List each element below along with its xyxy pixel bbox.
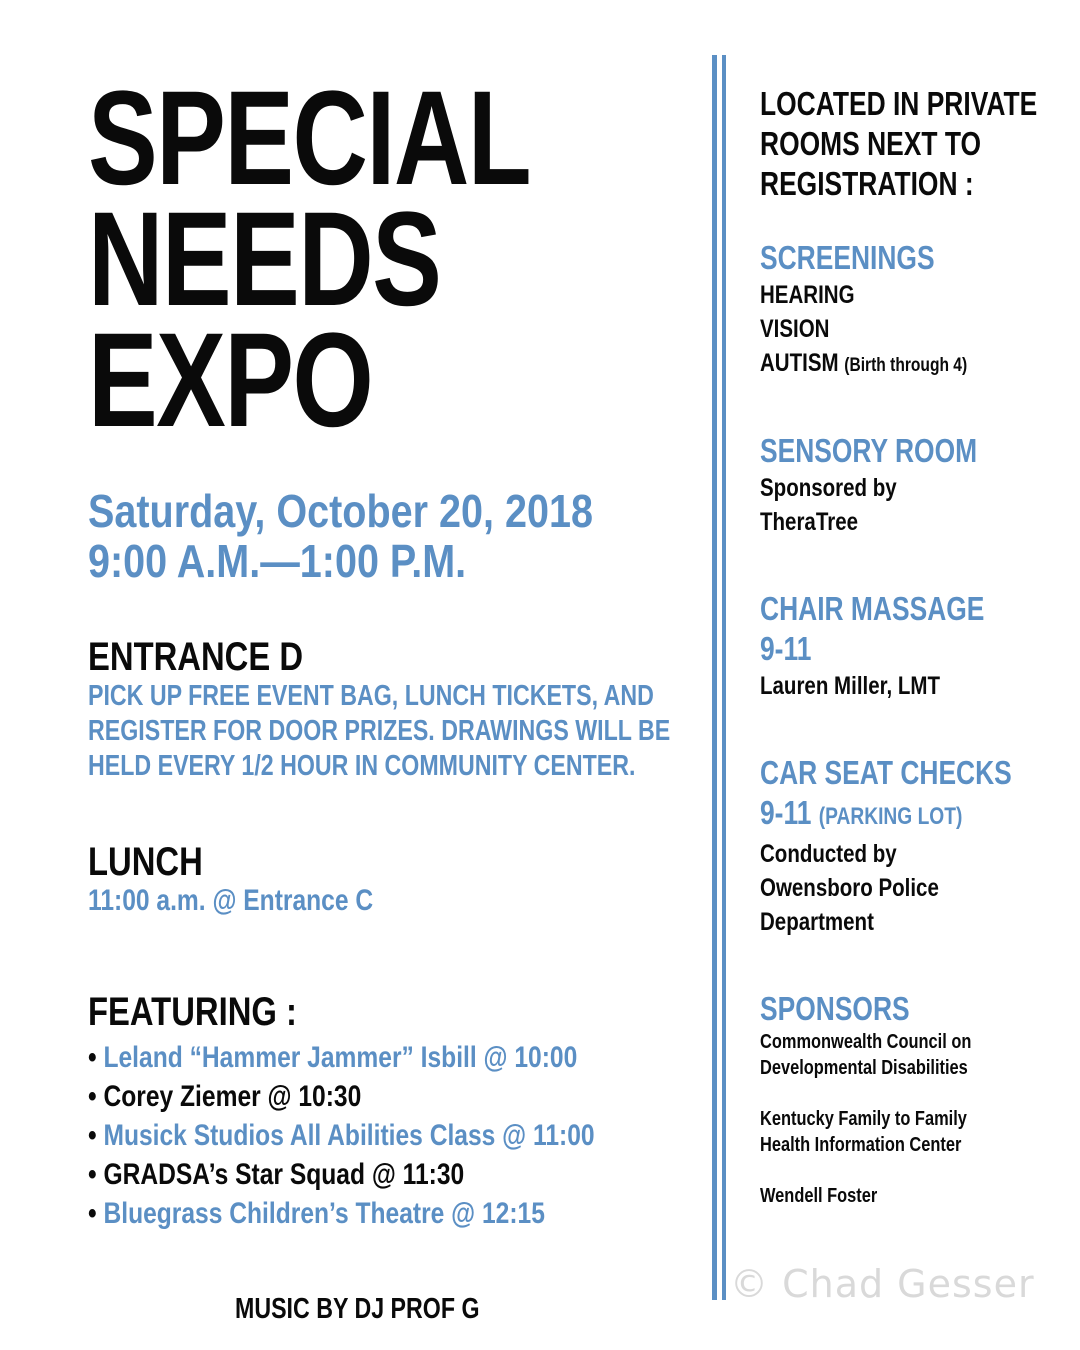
list-item <box>88 1116 595 1155</box>
massage-time: 9-11 <box>760 630 812 667</box>
lunch-heading: LUNCH <box>88 840 203 884</box>
list-item <box>88 1077 595 1116</box>
column-divider <box>712 55 717 1300</box>
location-line-3: REGISTRATION : <box>760 165 974 202</box>
location-line-1: LOCATED IN PRIVATE <box>760 85 1038 122</box>
carseat-line-2: Owensboro Police <box>760 874 939 902</box>
screening-hearing: HEARING <box>760 281 855 309</box>
event-title <box>88 64 655 455</box>
sponsors-heading: SPONSORS <box>760 990 910 1027</box>
sensory-heading: SENSORY ROOM <box>760 432 978 469</box>
featuring-section <box>88 990 706 1233</box>
title-line-3: EXPO <box>88 306 373 455</box>
list-item <box>88 1038 595 1077</box>
sponsor-1-line-2: Developmental Disabilities <box>760 1057 968 1079</box>
entrance-heading: ENTRANCE D <box>88 635 304 679</box>
column-divider-inner <box>722 55 726 1300</box>
bullet-icon: • <box>88 1080 97 1113</box>
bullet-icon: • <box>88 1119 97 1152</box>
sponsor-2-line-1: Kentucky Family to Family <box>760 1108 967 1130</box>
music-credit: MUSIC BY DJ PROF G <box>235 1293 480 1325</box>
carseat-note: (PARKING LOT) <box>818 803 963 830</box>
carseat-heading: CAR SEAT CHECKS <box>760 754 1012 791</box>
entrance-line-2: REGISTER FOR DOOR PRIZES. DRAWINGS WILL BE <box>88 715 671 747</box>
performer: GRADSA’s Star Squad @ 11:30 <box>103 1158 465 1191</box>
entrance-section <box>88 635 816 784</box>
entrance-line-3: HELD EVERY 1/2 HOUR IN COMMUNITY CENTER. <box>88 750 636 782</box>
sponsor-3: Wendell Foster <box>760 1185 878 1207</box>
list-item <box>88 1155 595 1194</box>
carseat-time-value: 9-11 <box>760 794 812 831</box>
lunch-section <box>88 840 436 918</box>
screening-autism-note: (Birth through 4) <box>844 355 968 376</box>
screenings-heading: SCREENINGS <box>760 239 935 276</box>
screening-autism <box>760 346 1044 383</box>
screening-vision: VISION <box>760 315 830 343</box>
sponsor-2-line-2: Health Information Center <box>760 1134 962 1156</box>
sensory-line-1: Sponsored by <box>760 474 897 502</box>
bullet-icon: • <box>88 1197 97 1230</box>
performer: Leland “Hammer Jammer” Isbill @ 10:00 <box>103 1041 578 1074</box>
event-time: 9:00 A.M.—1:00 P.M. <box>88 535 467 587</box>
performer: Bluegrass Children’s Theatre @ 12:15 <box>103 1197 545 1230</box>
sensory-line-2: TheraTree <box>760 508 859 536</box>
carseat-line-3: Department <box>760 908 874 936</box>
screening-autism-label: AUTISM <box>760 349 839 377</box>
side-panel <box>760 84 1080 1209</box>
watermark: © Chad Gesser <box>730 1262 1035 1306</box>
title-line-2: NEEDS <box>88 185 441 334</box>
performer: Musick Studios All Abilities Class @ 11:00 <box>103 1119 595 1152</box>
event-date-time <box>88 486 675 586</box>
carseat-time <box>760 793 1037 837</box>
performer: Corey Ziemer @ 10:30 <box>103 1080 362 1113</box>
bullet-icon: • <box>88 1041 97 1074</box>
location-line-2: ROOMS NEXT TO <box>760 125 981 162</box>
massage-provider: Lauren Miller, LMT <box>760 672 940 700</box>
event-date: Saturday, October 20, 2018 <box>88 485 593 537</box>
entrance-line-1: PICK UP FREE EVENT BAG, LUNCH TICKETS, AND <box>88 680 654 712</box>
title-line-1: SPECIAL <box>88 64 531 213</box>
featuring-heading: FEATURING : <box>88 990 297 1034</box>
carseat-line-1: Conducted by <box>760 840 897 868</box>
list-item <box>88 1194 595 1233</box>
bullet-icon: • <box>88 1158 97 1191</box>
sponsor-1-line-1: Commonwealth Council on <box>760 1031 972 1053</box>
massage-heading: CHAIR MASSAGE <box>760 590 985 627</box>
lunch-detail: 11:00 a.m. @ Entrance C <box>88 884 374 917</box>
